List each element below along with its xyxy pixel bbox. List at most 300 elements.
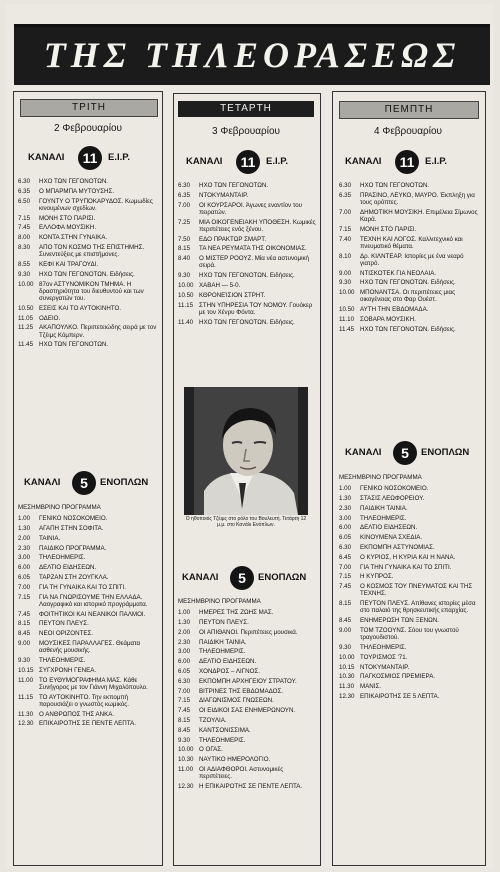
- program-time: 9.00: [18, 639, 31, 647]
- program-title: Ο ΜΙΣΤΕΡ ΡΟΟΥΖ. Μία νέα αστυνομική σειρά.: [199, 255, 309, 270]
- program-title: ΝΤΟΚΥΜΑΝΤΑΙΡ.: [360, 663, 410, 671]
- program-time: 9.00: [339, 626, 352, 634]
- program-time: 10.00: [178, 281, 194, 289]
- program-row: [18, 215, 158, 222]
- program-title: ΤΑΡΖΑΝ ΣΤΗ ΖΟΥΓΚΛΑ.: [39, 573, 109, 581]
- program-row: [178, 272, 316, 279]
- program-title: ΗΧΟ ΤΩΝ ΓΕΓΟΝΟΤΩΝ.: [360, 182, 430, 189]
- program-row: [18, 234, 158, 241]
- program-row: [18, 198, 158, 212]
- program-title: ΝΤΙΣΚΟΤΕΚ ΓΙΑ ΝΕΟΛΑΙΑ.: [360, 269, 437, 277]
- program-time: 6.35: [178, 191, 191, 199]
- program-row: [339, 654, 481, 661]
- program-row: [18, 261, 158, 268]
- program-row: [339, 673, 481, 680]
- program-row: [178, 658, 316, 665]
- program-title: ΜΟΝΗ ΣΤΟ ΠΑΡΙΣΙ.: [39, 214, 96, 222]
- program-time: 2.30: [18, 544, 31, 552]
- channel-11-header-thursday: [339, 150, 477, 174]
- program-row: [178, 668, 316, 675]
- program-time: 10.50: [339, 306, 355, 314]
- channel-5-logo-icon: 5: [393, 441, 417, 465]
- program-row: [339, 600, 481, 614]
- program-row: [178, 319, 316, 326]
- program-time: 7.00: [339, 563, 352, 571]
- date-thursday: 4 Φεβρουαρίου: [374, 126, 442, 137]
- program-title: ΚΕΦΙ ΚΑΙ ΤΡΑΓΟΥΔΙ.: [39, 260, 99, 268]
- program-title: ΗΧΟ ΤΩΝ ΓΕΓΟΝΟΤΩΝ. Ειδήσεις.: [199, 272, 295, 280]
- program-time: 10.50: [18, 304, 34, 312]
- program-row: [339, 209, 481, 223]
- program-time: 3.00: [339, 514, 352, 522]
- program-row: [18, 640, 158, 654]
- program-title: ΕΣΕΙΣ ΚΑΙ ΤΟ ΑΥΤΟΚΙΝΗΤΟ.: [39, 304, 122, 312]
- program-time: 2.00: [18, 534, 31, 542]
- program-row: [339, 573, 481, 580]
- program-time: 7.00: [178, 687, 191, 695]
- program-title: ΤΟΜ ΤΖΟΟΥΝΣ. Σόου του γνωστού τραγουδιστού.: [360, 626, 459, 642]
- masthead-banner: [14, 24, 490, 85]
- program-title: ΝΑΥΤΙΚΟ ΗΜΕΡΟΛΟΓΙΟ.: [199, 756, 271, 764]
- program-title: ΔΕΛΤΙΟ ΕΙΔΗΣΕΩΝ.: [39, 564, 97, 572]
- program-row: [18, 720, 158, 727]
- program-time: 11.30: [339, 683, 355, 691]
- program-title: ΓΙΑ ΤΗΝ ΓΥΝΑΙΚΑ ΚΑΙ ΤΟ ΣΠΙΤΙ.: [360, 563, 452, 571]
- program-row: [339, 505, 481, 512]
- program-time: 12.30: [339, 692, 355, 700]
- program-title: ΤΑ ΝΕΑ ΡΕΥΜΑΤΑ ΤΗΣ ΟΙΚΟΝΟΜΙΑΣ.: [199, 245, 307, 253]
- program-title: ΗΧΟ ΤΩΝ ΓΕΓΟΝΟΤΩΝ. Ειδήσεις.: [39, 270, 135, 278]
- midday-program-heading: ΜΕΣΗΜΒΡΙΝΟ ΠΡΟΓΡΑΜΜΑ: [178, 598, 261, 605]
- program-title: ΤΟΥΡΙΣΜΟΣ '71.: [360, 653, 408, 661]
- program-time: 10.00: [18, 280, 34, 288]
- program-time: 10.50: [178, 291, 194, 299]
- program-time: 9.30: [339, 279, 352, 287]
- channel-network: ΕΝΟΠΛΩΝ: [100, 477, 149, 488]
- program-time: 2.00: [178, 628, 191, 636]
- program-time: 7.45: [339, 583, 352, 591]
- program-time: 8.15: [178, 245, 191, 253]
- program-row: [178, 245, 316, 252]
- program-title: ΠΡΑΣΙΝΟ, ΛΕΥΚΟ, ΜΑΥΡΟ. Έκπληξη για τους ορόπτες.: [360, 191, 475, 206]
- program-title: Η ΚΥΠΡΟΣ.: [360, 573, 394, 581]
- program-row: [178, 766, 316, 780]
- program-row: [178, 609, 316, 616]
- program-row: [178, 302, 316, 316]
- program-title: ΝΤΟΚΥΜΑΝΤΑΙΡ.: [199, 191, 249, 199]
- program-time: 8.45: [18, 630, 31, 638]
- channel-network: ΕΝΟΠΛΩΝ: [421, 447, 470, 458]
- date-wednesday: 3 Φεβρουαρίου: [212, 126, 280, 137]
- program-time: 7.00: [18, 583, 31, 591]
- channel-11-logo-icon: 11: [78, 146, 102, 170]
- program-time: 3.00: [178, 648, 191, 656]
- program-title: ΜΟΝΗ ΣΤΟ ΠΑΡΙΣΙ.: [360, 225, 417, 233]
- program-title: ΔΕΛΤΙΟ ΕΙΔΗΣΕΩΝ.: [360, 524, 418, 532]
- program-title: ΕΠΙΚΑΙΡΟΤΗΣ ΣΕ 5 ΛΕΠΤΑ.: [360, 692, 440, 700]
- program-title: Ο ΜΠΑΡΜΠΑ ΜΥΤΟΥΣΗΣ.: [39, 187, 115, 195]
- program-row: [339, 644, 481, 651]
- program-title: ΣΥΓΧΡΟΝΗ ΓΕΝΕΑ.: [39, 666, 97, 674]
- program-time: 8.00: [18, 234, 31, 242]
- program-time: 10.00: [339, 289, 355, 297]
- program-time: 6.00: [339, 524, 352, 532]
- program-title: ΓΕΝΙΚΟ ΝΟΣΟΚΟΜΕΙΟ.: [360, 485, 429, 493]
- program-time: 7.50: [178, 235, 191, 243]
- program-title: ΜΠΟΝΑΝΤΣΑ. Οι περιπέτειες μιας οικογένειας στο Φαρ Ουέστ.: [360, 289, 456, 304]
- program-time: 6.30: [178, 677, 191, 685]
- program-title: ΟΙ ΑΠΙΘΑΝΟΙ. Περιπέτειες μουσικά.: [199, 628, 298, 636]
- program-time: 1.30: [18, 525, 31, 532]
- program-time: 10.30: [178, 756, 194, 764]
- channel-label: ΚΑΝΑΛΙ: [186, 156, 223, 167]
- program-row: [18, 594, 158, 608]
- midday-program-heading: ΜΕΣΗΜΒΡΙΝΟ ΠΡΟΓΡΑΜΜΑ: [18, 504, 101, 511]
- program-title: ΟΙ ΑΔΙΑΦΘΟΡΟΙ. Αστυνομικές περιπέτειες.: [199, 765, 284, 781]
- program-title: ΤΗΛΕΟΗΜΕΡΙΣ.: [199, 648, 246, 656]
- program-row: [178, 639, 316, 646]
- program-title: ΠΑΙΔΙΚΗ ΤΑΙΝΙΑ.: [199, 638, 247, 646]
- program-time: 6.05: [18, 573, 31, 581]
- program-title: ΕΠΙΚΑΙΡΟΤΗΣ ΣΕ ΠΕΝΤΕ ΛΕΠΤΑ.: [39, 720, 136, 728]
- program-time: 11.40: [178, 318, 194, 326]
- program-time: 8.55: [18, 260, 31, 268]
- program-time: 11.00: [178, 765, 194, 773]
- program-row: [339, 226, 481, 233]
- photo-caption: Ο ηθοποιός Τζέιμς στο ρόλο του Βουλευτή. Τετάρτη 12 μ.μ. στο Κανάλι Ενόπλων.: [185, 516, 307, 528]
- program-row: [178, 737, 316, 744]
- program-row: [18, 525, 158, 532]
- program-time: 11.05: [18, 314, 34, 322]
- program-time: 10.00: [339, 653, 355, 661]
- program-row: [339, 693, 481, 700]
- program-time: 8.45: [178, 726, 191, 734]
- program-time: 11.10: [339, 315, 355, 323]
- program-row: [18, 694, 158, 708]
- program-row: [178, 707, 316, 714]
- channel-label: ΚΑΝΑΛΙ: [345, 447, 382, 458]
- program-row: [339, 326, 481, 333]
- program-row: [339, 683, 481, 690]
- program-row: [18, 244, 158, 258]
- program-title: ΕΔΟ ΠΡΑΚΤΩΡ ΣΜΑΡΤ.: [199, 235, 267, 243]
- program-row: [178, 619, 316, 626]
- program-row: [339, 279, 481, 286]
- channel-network: Ε.Ι.Ρ.: [425, 156, 448, 167]
- program-row: [339, 253, 481, 267]
- program-title: ΓΕΝΙΚΟ ΝΟΣΟΚΟΜΕΙΟ.: [39, 515, 108, 523]
- program-title: Ο ΚΥΡΙΟΣ, Η ΚΥΡΙΑ ΚΑΙ Η ΝΑΝΑ.: [360, 553, 456, 561]
- program-title: ΚΙΝΟΥΜΕΝΑ ΣΧΕΔΙΑ.: [360, 534, 423, 542]
- program-time: 7.00: [339, 208, 352, 216]
- program-time: 7.00: [178, 201, 191, 209]
- program-title: ΠΑΙΔΙΚΟ ΠΡΟΓΡΑΜΜΑ.: [39, 544, 107, 552]
- program-title: Ο ΑΝΘΡΩΠΟΣ ΤΗΣ ΑΝΚΑ.: [39, 710, 115, 718]
- channel-5-logo-icon: 5: [72, 471, 96, 495]
- program-title: 87ον ΑΣΤΥΝΟΜΙΚΟΝ ΤΜΗΜΑ. Η δραστηριότητα του διευθυντού και των συνεργατών του.: [39, 280, 144, 302]
- program-row: [178, 236, 316, 243]
- program-row: [339, 236, 481, 250]
- program-title: ΤΗΛΕΟΗΜΕΡΙΣ.: [360, 643, 407, 651]
- program-time: 9.30: [178, 736, 191, 744]
- program-title: ΜΑΝΙΣ.: [360, 683, 382, 691]
- program-title: Ο ΚΟΣΜΟΣ ΤΟΥ ΠΝΕΥΜΑΤΟΣ ΚΑΙ ΤΗΣ ΤΕΧΝΗΣ.: [360, 583, 473, 598]
- program-row: [339, 289, 481, 303]
- program-title: ΧΟΝΔΡΟΣ – ΛΙΓΝΟΣ.: [199, 667, 260, 675]
- program-row: [18, 630, 158, 637]
- program-time: 7.45: [178, 707, 191, 715]
- program-time: 7.15: [18, 214, 31, 222]
- program-title: ΜΟΥΣΙΚΕΣ ΠΑΡΑΛΛΑΓΕΣ. Θεάματα ασθενής μουσικής.: [39, 639, 141, 655]
- program-time: 7.15: [178, 697, 191, 705]
- program-title: ΚΟΝΤΑ ΣΤΗΝ ΓΥΝΑΙΚΑ.: [39, 234, 108, 242]
- program-title: ΤΗΛΕΟΗΜΕΡΙΣ.: [39, 554, 86, 562]
- program-row: [339, 564, 481, 571]
- day-header-tuesday: ΤΡΙΤΗ: [20, 99, 158, 117]
- program-title: ΑΚΑΠΟΥΛΚΟ. Περιπετειώδης σειρά με τον Τζέιμς Κόμπερν.: [39, 324, 157, 339]
- program-row: [18, 178, 158, 185]
- program-time: 6.45: [339, 553, 352, 561]
- program-title: ΑΥΤΗ ΤΗΝ ΕΒΔΟΜΑΔΑ.: [360, 306, 429, 314]
- program-title: ΤΖΟΥΛΙΑ.: [199, 716, 227, 724]
- program-row: [18, 574, 158, 581]
- program-title: ΗΧΟ ΤΩΝ ΓΕΓΟΝΟΤΩΝ. Ειδήσεις.: [199, 318, 295, 326]
- program-row: [18, 281, 158, 303]
- program-title: ΣΤΑΣΙΣ ΛΕΩΦΟΡΕΙΟΥ.: [360, 495, 425, 502]
- channel-network: Ε.Ι.Ρ.: [266, 156, 289, 167]
- program-time: 7.25: [178, 218, 191, 226]
- program-row: [339, 316, 481, 323]
- program-row: [178, 783, 316, 790]
- program-row: [178, 292, 316, 299]
- midday-program-heading: ΜΕΣΗΜΒΡΙΝΟ ΠΡΟΓΡΑΜΜΑ: [339, 474, 422, 481]
- date-tuesday: 2 Φεβρουαρίου: [54, 123, 122, 134]
- program-row: [178, 756, 316, 763]
- program-row: [178, 717, 316, 724]
- program-row: [18, 224, 158, 231]
- program-row: [18, 515, 158, 522]
- program-time: 9.30: [178, 272, 191, 280]
- program-title: ΕΚΠΟΜΠΗ ΑΣΤΥΝΟΜΙΑΣ.: [360, 543, 435, 551]
- program-title: ΗΧΟ ΤΩΝ ΓΕΓΟΝΟΤΩΝ.: [39, 341, 109, 349]
- schedule-channel-11-thursday: [339, 182, 481, 336]
- channel-5-header-wednesday: [178, 566, 314, 590]
- program-row: [18, 564, 158, 571]
- program-time: 8.40: [178, 255, 191, 263]
- program-row: [178, 746, 316, 753]
- program-title: ΝΕΟΙ ΟΡΙΖΟΝΤΕΣ.: [39, 630, 94, 638]
- program-title: ΤΗΛΕΟΗΜΕΡΙΣ.: [39, 656, 86, 664]
- day-header-wednesday: ΤΕΤΑΡΤΗ: [178, 101, 314, 117]
- program-title: ΚΑΝΤΣΟΝΙΣΣΙΜΑ.: [199, 726, 251, 734]
- program-time: 12.30: [18, 720, 34, 728]
- schedule-channel-5-thursday: [339, 474, 481, 703]
- program-title: ΟΙ ΚΟΥΡΣΑΡΟΙ. Άγωνες εναντίον του πειρατών.: [199, 201, 303, 216]
- program-row: [18, 324, 158, 338]
- program-time: 6.35: [18, 187, 31, 195]
- masthead-title: ΤΗΣ ΤΗΛΕΟΡΑΣΕΩΣ: [43, 35, 461, 75]
- program-title: ΤΟ ΕΥΘΥΜΟΓΡΑΦΗΜΑ ΜΑΣ. Κάθε Συνήγορος με τον Γιάννη Μιχαλόπουλο.: [39, 676, 148, 691]
- program-row: [178, 219, 316, 233]
- program-time: 7.15: [339, 573, 352, 581]
- program-time: 6.05: [339, 534, 352, 542]
- program-title: ΓΟΥΝΤΥ Ο ΤΡΥΠΟΚΑΡΥΔΟΣ. Κωμωδίες κινουμένων σχεδίων.: [39, 197, 153, 212]
- program-title: ΕΚΠΟΜΠΗ ΑΡΧΗΓΕΙΟΥ ΣΤΡΑΤΟΥ.: [199, 677, 297, 685]
- program-title: ΟΔΕΙΟ.: [39, 314, 61, 322]
- program-time: 1.30: [178, 619, 191, 626]
- program-row: [178, 678, 316, 685]
- schedule-channel-11-wednesday: [178, 182, 316, 328]
- channel-network: Ε.Ι.Ρ.: [108, 152, 131, 163]
- program-time: 11.30: [18, 710, 34, 718]
- program-title: ΗΧΟ ΤΩΝ ΓΕΓΟΝΟΤΩΝ. Ειδήσεις.: [360, 325, 456, 333]
- program-title: Η ΕΠΙΚΑΙΡΟΤΗΣ ΣΕ ΠΕΝΤΕ ΛΕΠΤΑ.: [199, 782, 303, 790]
- program-time: 6.50: [18, 197, 31, 205]
- program-row: [339, 617, 481, 624]
- program-row: [18, 584, 158, 591]
- program-row: [18, 554, 158, 561]
- program-time: 3.00: [18, 554, 31, 562]
- actor-portrait-photo: [184, 387, 308, 515]
- program-title: ΚΘΡΟΝΕΊΣΙΟΝ ΣΤΡΗΤ.: [199, 291, 266, 299]
- program-time: 8.15: [18, 620, 31, 628]
- program-time: 11.45: [18, 341, 34, 349]
- channel-label: ΚΑΝΑΛΙ: [345, 156, 382, 167]
- program-title: ΑΠΟ ΤΟΝ ΚΟΣΜΟ ΤΗΣ ΕΠΙΣΤΗΜΗΣ. Συνεντεύξεις με επιστήμονες.: [39, 243, 145, 259]
- program-time: 6.30: [18, 178, 31, 185]
- program-row: [178, 202, 316, 216]
- program-title: ΕΛΛΟΦΑ ΜΟΥΣΙΚΗ.: [39, 224, 97, 232]
- program-title: ΤΗΛΕΟΗΜΕΡΙΣ.: [199, 736, 246, 744]
- program-title: ΣΟΒΑΡΑ ΜΟΥΣΙΚΗ.: [360, 315, 416, 323]
- program-time: 8.10: [339, 252, 352, 260]
- program-time: 6.30: [339, 182, 352, 189]
- program-row: [18, 667, 158, 674]
- program-title: ΧΑΒΑΗ — 5-0.: [199, 281, 241, 289]
- program-time: 1.00: [18, 515, 31, 523]
- program-title: ΔΙΑΓΩΝΙΣΜΟΣ ΓΝΩΣΕΩΝ.: [199, 697, 274, 705]
- program-time: 8.15: [339, 600, 352, 608]
- program-time: 6.35: [339, 191, 352, 199]
- program-row: [178, 282, 316, 289]
- program-title: ΕΝΗΜΕΡΩΣΗ ΤΩΝ ΞΕΝΩΝ.: [360, 617, 439, 625]
- program-time: 11.45: [339, 325, 355, 333]
- program-row: [18, 188, 158, 195]
- program-title: ΠΑΙΔΙΚΗ ΤΑΙΝΙΑ.: [360, 504, 408, 512]
- program-row: [178, 727, 316, 734]
- program-title: ΗΧΟ ΤΩΝ ΓΕΓΟΝΟΤΩΝ. Ειδήσεις.: [360, 279, 456, 287]
- program-row: [18, 545, 158, 552]
- program-time: 7.40: [339, 235, 352, 243]
- program-title: ΑΓΑΠΗ ΣΤΗΝ ΣΟΦΙΤΑ.: [39, 525, 104, 532]
- day-header-thursday: ΠΕΜΠΤΗ: [339, 101, 479, 119]
- program-time: 9.00: [339, 269, 352, 277]
- program-row: [339, 554, 481, 561]
- program-time: 2.30: [339, 504, 352, 512]
- program-time: 1.00: [178, 609, 191, 617]
- program-title: Δρ. ΚΙΛΝΤΕΑΡ. Ιστορίες με ένα νεαρό γιατρό.: [360, 252, 464, 267]
- program-title: ΓΙΑ ΤΗ ΓΥΝΑΙΚΑ ΚΑΙ ΤΟ ΣΠΙΤΙ.: [39, 583, 126, 591]
- program-row: [339, 627, 481, 641]
- program-title: ΔΕΛΤΙΟ ΕΙΔΗΣΕΩΝ.: [199, 658, 257, 666]
- program-time: 2.30: [178, 638, 191, 646]
- program-time: 9.30: [18, 270, 31, 278]
- program-time: 7.15: [18, 593, 31, 601]
- program-title: ΠΕΥΤΟΝ ΠΛΕΥΣ.: [39, 620, 89, 628]
- program-row: [18, 535, 158, 542]
- program-title: ΗΧΟ ΤΩΝ ΓΕΓΟΝΟΤΩΝ.: [39, 178, 109, 185]
- program-time: 11.15: [178, 301, 194, 309]
- program-time: 8.30: [18, 243, 31, 251]
- program-row: [18, 305, 158, 312]
- program-time: 6.30: [178, 182, 191, 189]
- program-row: [339, 485, 481, 492]
- program-row: [339, 534, 481, 541]
- program-time: 10.15: [18, 666, 34, 674]
- program-time: 12.30: [178, 782, 194, 790]
- program-time: 10.15: [339, 663, 355, 671]
- program-row: [178, 192, 316, 199]
- program-title: ΤΟ ΑΥΤΟΚΙΝΗΤΟ. Την εκπομπή παρουσιάζει ο γνωστός κωμικός.: [39, 693, 129, 708]
- channel-11-header-wednesday: [178, 150, 314, 174]
- program-row: [18, 611, 158, 618]
- program-row: [178, 648, 316, 655]
- program-title: ΗΜΕΡΕΣ ΤΗΣ ΖΩΗΣ ΜΑΣ.: [199, 609, 274, 617]
- program-row: [339, 664, 481, 671]
- program-time: 8.45: [339, 617, 352, 625]
- schedule-channel-11-tuesday: [18, 178, 158, 351]
- program-time: 6.00: [178, 658, 191, 666]
- program-time: 7.45: [18, 610, 31, 618]
- program-time: 11.25: [18, 324, 34, 332]
- program-title: ΠΕΥΤΟΝ ΠΛΕΥΣ. Απίθανες ιστορίες μέσα στο παλαιό της θρησκευτικής επαρχίας.: [360, 600, 476, 615]
- program-row: [18, 315, 158, 322]
- channel-5-header-thursday: [339, 441, 477, 465]
- program-time: 6.05: [178, 667, 191, 675]
- program-time: 6.30: [339, 543, 352, 551]
- program-title: ΣΤΗΝ ΥΠΗΡΕΣΙΑ ΤΟΥ ΝΟΜΟΥ. Γουόκερ με τον Χένρυ Φόντα.: [199, 301, 313, 316]
- channel-label: ΚΑΝΑΛΙ: [28, 152, 65, 163]
- program-title: ΤΑΙΝΙΑ.: [39, 534, 61, 542]
- newspaper-page: [6, 4, 494, 868]
- program-title: Ο ΟΓΑΣ.: [199, 746, 223, 754]
- program-time: 1.00: [339, 485, 352, 493]
- program-row: [339, 270, 481, 277]
- channel-11-logo-icon: 11: [395, 150, 419, 174]
- program-row: [18, 271, 158, 278]
- program-time: 1.30: [339, 495, 352, 502]
- program-time: 7.15: [339, 225, 352, 233]
- program-row: [339, 524, 481, 531]
- program-title: ΜΙΑ ΟΙΚΟΓΕΝΕΙΑΚΗ ΥΠΟΘΕΣΗ. Κωμικές περιπέτειες ενός ξένου.: [199, 218, 316, 233]
- program-row: [339, 495, 481, 502]
- program-title: ΗΧΟ ΤΩΝ ΓΕΓΟΝΟΤΩΝ.: [199, 182, 269, 189]
- program-row: [18, 657, 158, 664]
- program-time: 10.00: [178, 746, 194, 754]
- program-row: [339, 544, 481, 551]
- program-time: 11.15: [18, 693, 34, 701]
- program-title: ΠΑΓΚΟΣΜΙΟΣ ΠΡΕΜΙΕΡΑ.: [360, 673, 436, 681]
- program-title: ΟΙ ΕΙΔΙΚΟΙ ΣΑΣ ΕΝΗΜΕΡΩΝΟΥΝ.: [199, 707, 296, 715]
- channel-11-header-tuesday: [20, 146, 156, 170]
- schedule-channel-5-tuesday: [18, 504, 158, 730]
- program-title: ΠΕΥΤΟΝ ΠΛΕΥΣ.: [199, 619, 249, 626]
- program-row: [18, 677, 158, 691]
- program-title: ΤΗΛΕΟΗΜΕΡΙΣ.: [360, 514, 407, 522]
- program-row: [18, 711, 158, 718]
- program-row: [339, 583, 481, 597]
- program-row: [178, 697, 316, 704]
